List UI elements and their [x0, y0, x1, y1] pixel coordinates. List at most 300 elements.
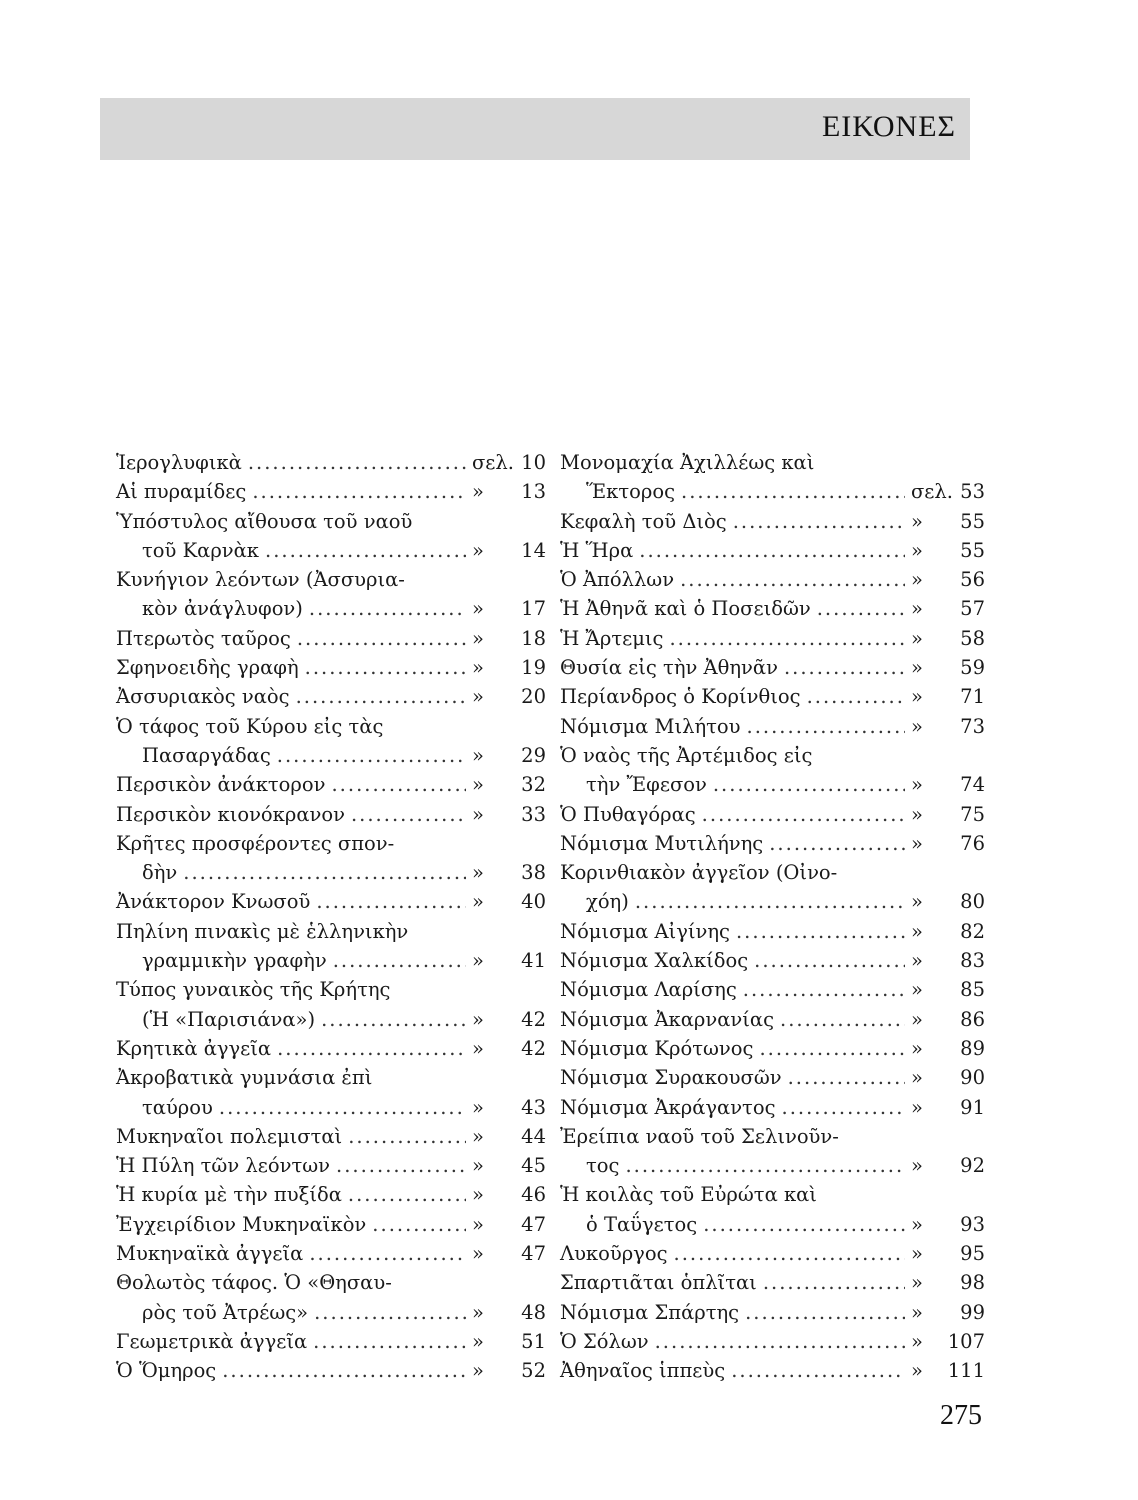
entry-title-line	[116, 1180, 546, 1209]
entry-title: Νόμισμα Μιλήτου	[560, 714, 741, 738]
entry-title: Περσικὸν κιονόκρανον	[116, 802, 345, 826]
entry-title: Μυκηναῖοι πολεμισταὶ	[116, 1124, 343, 1148]
entry-continuation-line	[560, 1210, 985, 1239]
page-ref: 73	[960, 714, 985, 738]
index-column-left	[116, 448, 546, 1386]
index-entry	[116, 1327, 546, 1356]
entry-title: Ὁ Πυθαγόρας	[560, 802, 696, 826]
page-ref: 76	[960, 831, 985, 855]
entry-title-line	[560, 975, 985, 1004]
entry-title-line	[116, 682, 546, 711]
index-entry	[116, 1122, 546, 1151]
entry-continuation-line	[116, 1005, 546, 1034]
page-ref: 42	[521, 1036, 546, 1060]
dot-leader	[782, 1093, 906, 1122]
entry-title: Περίανδρος ὁ Κορίνθιος	[560, 685, 801, 709]
page-ref: 32	[521, 773, 546, 797]
entry-title: Περσικὸν ἀνάκτορον	[116, 773, 326, 797]
page-ref: 85	[960, 978, 985, 1002]
page-ref: 52	[521, 1359, 546, 1383]
entry-continuation-line	[560, 1151, 985, 1180]
index-entry	[560, 682, 985, 711]
index-entry	[560, 800, 985, 829]
page-ref: 38	[521, 861, 546, 885]
entry-title: Ἡ Ἥρα	[560, 538, 634, 562]
dot-leader	[296, 682, 466, 711]
page-ref: 90	[960, 1066, 985, 1090]
index-entry	[560, 741, 985, 800]
entry-continuation-line	[560, 770, 985, 799]
entry-title: Ἱερογλυφικὰ	[116, 451, 242, 474]
dot-leader	[635, 887, 905, 916]
page-ref: 71	[960, 685, 985, 709]
dot-leader	[669, 624, 905, 653]
entry-title-line	[560, 741, 985, 770]
dot-leader	[807, 682, 905, 711]
ditto-mark: »	[911, 714, 923, 738]
page-ref: 56	[960, 568, 985, 592]
ditto-mark: »	[911, 1271, 923, 1295]
page-ref: 89	[960, 1036, 985, 1060]
entry-title-line	[116, 1063, 546, 1092]
index-entry	[116, 1356, 546, 1385]
entry-continuation-line	[116, 1298, 546, 1327]
index-entry	[116, 829, 546, 888]
entry-title-line	[116, 565, 546, 594]
ditto-mark: »	[472, 861, 484, 885]
entry-title: τος	[586, 1154, 620, 1178]
ditto-mark: »	[911, 568, 923, 592]
page-ref: 80	[960, 890, 985, 914]
entry-title-line	[116, 1327, 546, 1356]
page-ref: 44	[521, 1124, 546, 1148]
entry-title-line	[116, 1356, 546, 1385]
dot-leader	[183, 858, 466, 887]
dot-leader	[309, 1239, 466, 1268]
page-ref: 10	[521, 451, 546, 474]
entry-title-line	[116, 712, 546, 741]
entry-title: γραμμικὴν γραφὴν	[142, 949, 327, 973]
entry-title-line	[116, 1151, 546, 1180]
page-ref: 111	[947, 1359, 985, 1383]
dot-leader	[759, 1034, 905, 1063]
index-entry	[560, 1298, 985, 1327]
page-ref: 83	[960, 949, 985, 973]
dot-leader	[747, 712, 905, 741]
entry-title-line	[560, 565, 985, 594]
ditto-mark: »	[911, 597, 923, 621]
entry-title: Ὁ τάφος τοῦ Κύρου εἰς τὰς	[116, 714, 384, 738]
dot-leader	[252, 477, 466, 506]
entry-title: Γεωμετρικὰ ἀγγεῖα	[116, 1329, 308, 1353]
entry-continuation-line	[116, 858, 546, 887]
entry-title: Κορινθιακὸν ἀγγεῖον (Οἰνο-	[560, 861, 838, 885]
ditto-mark: »	[911, 1066, 923, 1090]
dot-leader	[277, 741, 466, 770]
index-entry	[116, 975, 546, 1034]
ditto-mark: »	[911, 773, 923, 797]
dot-leader	[763, 1268, 905, 1297]
page-ref: 40	[521, 890, 546, 914]
index-entry	[116, 917, 546, 976]
entry-title-line	[560, 1180, 985, 1209]
index-entry	[116, 1063, 546, 1122]
entry-title: Νόμισμα Κρότωνος	[560, 1036, 754, 1060]
dot-leader	[351, 800, 466, 829]
ditto-mark: »	[472, 1154, 484, 1178]
dot-leader	[655, 1327, 905, 1356]
page-ref: 75	[960, 802, 985, 826]
entry-title: ὁ Ταΰγετος	[586, 1212, 698, 1236]
entry-title-line	[116, 1210, 546, 1239]
ditto-mark: »	[472, 656, 484, 680]
index-entry	[116, 1210, 546, 1239]
dot-leader	[277, 1034, 466, 1063]
page-ref: 18	[521, 626, 546, 650]
entry-title: Ἡ Πύλη τῶν λεόντων	[116, 1154, 330, 1178]
entry-title-line	[560, 1327, 985, 1356]
dot-leader	[265, 536, 466, 565]
ditto-mark: »	[472, 802, 484, 826]
ditto-mark: »	[911, 978, 923, 1002]
index-entry	[116, 477, 546, 506]
dot-leader	[625, 1151, 905, 1180]
entry-title-line	[560, 594, 985, 623]
index-entry	[560, 1327, 985, 1356]
ditto-mark: »	[911, 1329, 923, 1353]
index-entry	[560, 594, 985, 623]
entry-title: Κρητικὰ ἀγγεῖα	[116, 1036, 272, 1060]
page-ref: 47	[521, 1212, 546, 1236]
entry-title-line	[560, 946, 985, 975]
page-ref: 107	[947, 1329, 985, 1353]
index-entry	[560, 858, 985, 917]
index-entry	[116, 1239, 546, 1268]
page-ref: 17	[521, 597, 546, 621]
page-ref: 47	[521, 1242, 546, 1266]
ditto-mark: »	[911, 1154, 923, 1178]
entry-title-line	[116, 917, 546, 946]
ditto-mark: »	[911, 802, 923, 826]
page-ref: 91	[960, 1095, 985, 1119]
entry-title: Ἀθηναῖος ἱππεὺς	[560, 1359, 726, 1383]
page-ref: 13	[521, 480, 546, 504]
entry-title-line	[560, 1239, 985, 1268]
index-entry	[560, 536, 985, 565]
dot-leader	[817, 594, 905, 623]
entry-title-line	[116, 1122, 546, 1151]
page-ref: 55	[960, 509, 985, 533]
page-ref: 20	[521, 685, 546, 709]
ditto-mark: »	[911, 831, 923, 855]
dot-leader	[316, 887, 466, 916]
index-entry	[560, 1063, 985, 1092]
ditto-mark: »	[911, 538, 923, 562]
ditto-mark: »	[472, 480, 484, 504]
dot-leader	[780, 1005, 905, 1034]
entry-title-line	[116, 887, 546, 916]
ditto-mark: »	[911, 1095, 923, 1119]
entry-title-line	[116, 507, 546, 536]
entry-title: Πηλίνη πινακὶς μὲ ἑλληνικὴν	[116, 919, 409, 943]
ditto-mark: σελ.	[472, 451, 514, 474]
entry-title-line	[560, 653, 985, 682]
entry-title: Ἕκτορος	[586, 480, 676, 504]
entry-continuation-line	[116, 946, 546, 975]
dot-leader	[754, 946, 905, 975]
entry-title: Ὁ Ἀπόλλων	[560, 568, 675, 592]
index-entry	[560, 946, 985, 975]
ditto-mark: »	[911, 1242, 923, 1266]
index-entry	[560, 1356, 985, 1385]
dot-leader	[248, 448, 466, 477]
page-ref: 46	[521, 1183, 546, 1207]
index-entry	[560, 1122, 985, 1181]
page-ref: 33	[521, 802, 546, 826]
ditto-mark: »	[911, 626, 923, 650]
entry-title-line	[560, 829, 985, 858]
dot-leader	[297, 624, 466, 653]
entry-title-line	[560, 507, 985, 536]
page-title: ΕΙΚΟΝΕΣ	[821, 110, 956, 143]
entry-title-line	[116, 448, 546, 477]
entry-title: Μονομαχία Ἀχιλλέως καὶ	[560, 451, 815, 474]
dot-leader	[788, 1063, 905, 1092]
index-entry	[560, 653, 985, 682]
entry-title: ρὸς τοῦ Ἀτρέως»	[142, 1300, 309, 1324]
index-entry	[560, 829, 985, 858]
entry-title: Κρῆτες προσφέροντες σπον-	[116, 831, 395, 855]
page-ref: 58	[960, 626, 985, 650]
index-entry	[560, 712, 985, 741]
page-ref: 19	[521, 656, 546, 680]
ditto-mark: »	[911, 1036, 923, 1060]
entry-title: Ἡ κοιλὰς τοῦ Εὐρώτα καὶ	[560, 1183, 817, 1207]
entry-title-line	[560, 1093, 985, 1122]
ditto-mark: »	[472, 597, 484, 621]
entry-title: δὴν	[142, 861, 178, 885]
ditto-mark: »	[911, 685, 923, 709]
entry-title: Νόμισμα Αἰγίνης	[560, 919, 730, 943]
page-ref: 74	[960, 773, 985, 797]
index-entry	[560, 1180, 985, 1239]
entry-title-line	[116, 477, 546, 506]
entry-title: Νόμισμα Ἀκαρνανίας	[560, 1007, 774, 1031]
index-entry	[560, 1239, 985, 1268]
ditto-mark: »	[472, 685, 484, 709]
ditto-mark: »	[472, 949, 484, 973]
entry-title-line	[560, 682, 985, 711]
ditto-mark: »	[472, 1183, 484, 1207]
index-entry	[116, 770, 546, 799]
entry-title: Πτερωτὸς ταῦρος	[116, 626, 291, 650]
dot-leader	[309, 594, 466, 623]
entry-title: Σφηνοειδὴς γραφὴ	[116, 656, 299, 680]
ditto-mark: »	[911, 656, 923, 680]
entry-title-line	[560, 1005, 985, 1034]
page-ref: 45	[521, 1154, 546, 1178]
index-entry	[116, 800, 546, 829]
entry-title: χόη)	[586, 890, 629, 914]
dot-leader	[745, 1298, 905, 1327]
page-ref: 86	[960, 1007, 985, 1031]
entry-title: Θολωτὸς τάφος. Ὁ «Θησαυ-	[116, 1271, 392, 1295]
entry-title: Πασαργάδας	[142, 743, 271, 767]
index-entry	[560, 975, 985, 1004]
dot-leader	[702, 800, 905, 829]
dot-leader	[219, 1093, 466, 1122]
entry-continuation-line	[116, 1093, 546, 1122]
ditto-mark: »	[911, 1359, 923, 1383]
entry-title: Νόμισμα Λαρίσης	[560, 978, 737, 1002]
dot-leader	[305, 653, 466, 682]
dot-leader	[333, 946, 466, 975]
entry-continuation-line	[560, 477, 985, 506]
page-ref: 99	[960, 1300, 985, 1324]
entry-title: Ὑπόστυλος αἴθουσα τοῦ ναοῦ	[116, 509, 413, 533]
index-column-right	[560, 448, 985, 1386]
ditto-mark: »	[472, 1300, 484, 1324]
entry-title-line	[116, 653, 546, 682]
index-entry	[560, 565, 985, 594]
entry-title: Ὁ ναὸς τῆς Ἀρτέμιδος εἰς	[560, 743, 813, 767]
entry-title-line	[560, 448, 985, 477]
index-entry	[560, 1268, 985, 1297]
index-entry	[116, 887, 546, 916]
ditto-mark: »	[472, 1212, 484, 1236]
dot-leader	[321, 1005, 466, 1034]
index-entry	[560, 624, 985, 653]
page-ref: 93	[960, 1212, 985, 1236]
index-entry	[560, 1093, 985, 1122]
entry-title: Ἀκροβατικὰ γυμνάσια ἐπὶ	[116, 1066, 373, 1090]
index-entry	[560, 448, 985, 507]
entry-title: Τύπος γυναικὸς τῆς Κρήτης	[116, 978, 391, 1002]
ditto-mark: »	[911, 509, 923, 533]
page-ref: 51	[521, 1329, 546, 1353]
ditto-mark: »	[472, 1036, 484, 1060]
page-ref: 14	[521, 538, 546, 562]
entry-title: Ἀνάκτορον Κνωσοῦ	[116, 890, 311, 914]
dot-leader	[743, 975, 905, 1004]
entry-title: Λυκοῦργος	[560, 1242, 668, 1266]
entry-title: Νόμισμα Μυτιλήνης	[560, 831, 764, 855]
entry-title: Ὁ Ὅμηρος	[116, 1359, 217, 1383]
entry-title: Αἱ πυραμίδες	[116, 480, 247, 504]
dot-leader	[736, 917, 905, 946]
page-ref: 41	[521, 949, 546, 973]
entry-title: Νόμισμα Ἀκράγαντος	[560, 1095, 776, 1119]
entry-title: Ἀσσυριακὸς ναὸς	[116, 685, 290, 709]
dot-leader	[784, 653, 905, 682]
entry-title-line	[116, 1239, 546, 1268]
dot-leader	[731, 1356, 905, 1385]
index-entry	[116, 712, 546, 771]
entry-title: Νόμισμα Συρακουσῶν	[560, 1066, 782, 1090]
index-entry	[116, 1034, 546, 1063]
index-entry	[116, 448, 546, 477]
ditto-mark: »	[472, 743, 484, 767]
entry-title-line	[560, 712, 985, 741]
entry-title-line	[560, 1122, 985, 1151]
ditto-mark: »	[911, 1300, 923, 1324]
entry-title-line	[560, 1298, 985, 1327]
index-entry	[116, 682, 546, 711]
ditto-mark: »	[472, 890, 484, 914]
dot-leader	[681, 477, 905, 506]
dot-leader	[769, 829, 905, 858]
entry-title: Νόμισμα Σπάρτης	[560, 1300, 740, 1324]
entry-title: Κυνήγιον λεόντων (Ἀσσυρια-	[116, 568, 405, 592]
entry-title-line	[560, 917, 985, 946]
ditto-mark: »	[911, 919, 923, 943]
entry-title: Ἡ κυρία μὲ τὴν πυξίδα	[116, 1183, 342, 1207]
entry-title: κὸν ἀνάγλυφον)	[142, 597, 303, 621]
entry-title-line	[560, 800, 985, 829]
dot-leader	[372, 1210, 466, 1239]
dot-leader	[313, 1327, 466, 1356]
entry-title: Ἡ Ἄρτεμις	[560, 626, 664, 650]
dot-leader	[222, 1356, 466, 1385]
page-ref: 29	[521, 743, 546, 767]
dot-leader	[336, 1151, 466, 1180]
dot-leader	[348, 1180, 466, 1209]
entry-continuation-line	[560, 887, 985, 916]
page-ref: 48	[521, 1300, 546, 1324]
ditto-mark: »	[472, 1124, 484, 1148]
dot-leader	[639, 536, 905, 565]
page-ref: 57	[960, 597, 985, 621]
ditto-mark: »	[911, 1212, 923, 1236]
dot-leader	[331, 770, 466, 799]
page-ref: 42	[521, 1007, 546, 1031]
entry-continuation-line	[116, 536, 546, 565]
entry-title: τοῦ Καρνὰκ	[142, 538, 259, 562]
ditto-mark: »	[472, 626, 484, 650]
entry-title: ταύρου	[142, 1095, 213, 1119]
ditto-mark: »	[472, 538, 484, 562]
entry-title-line	[116, 975, 546, 1004]
dot-leader	[674, 1239, 906, 1268]
entry-title-line	[560, 1268, 985, 1297]
entry-title-line	[560, 1063, 985, 1092]
entry-title-line	[116, 1034, 546, 1063]
entry-title: (Ἡ «Παρισιάνα»)	[142, 1007, 316, 1031]
entry-title: Μυκηναϊκὰ ἀγγεῖα	[116, 1242, 304, 1266]
entry-title: Ἡ Ἀθηνᾶ καὶ ὁ Ποσειδῶν	[560, 597, 811, 621]
dot-leader	[680, 565, 905, 594]
entry-title-line	[560, 1034, 985, 1063]
entry-title: Θυσία εἰς τὴν Ἀθηνᾶν	[560, 656, 778, 680]
entry-title-line	[560, 858, 985, 887]
page-number: 275	[940, 1400, 982, 1431]
page-ref: 92	[960, 1154, 985, 1178]
entry-title: Σπαρτιᾶται ὁπλῖται	[560, 1271, 757, 1295]
page-ref: 53	[960, 480, 985, 504]
entry-title-line	[116, 770, 546, 799]
page-ref: 55	[960, 538, 985, 562]
ditto-mark: »	[472, 1095, 484, 1119]
page-ref: 95	[960, 1242, 985, 1266]
ditto-mark: »	[472, 1007, 484, 1031]
entry-title-line	[116, 624, 546, 653]
dot-leader	[703, 1210, 905, 1239]
index-entry	[560, 507, 985, 536]
ditto-mark: »	[472, 773, 484, 797]
entry-title: Ὁ Σόλων	[560, 1329, 649, 1353]
entry-title-line	[116, 829, 546, 858]
entry-title: Κεφαλὴ τοῦ Διὸς	[560, 509, 727, 533]
